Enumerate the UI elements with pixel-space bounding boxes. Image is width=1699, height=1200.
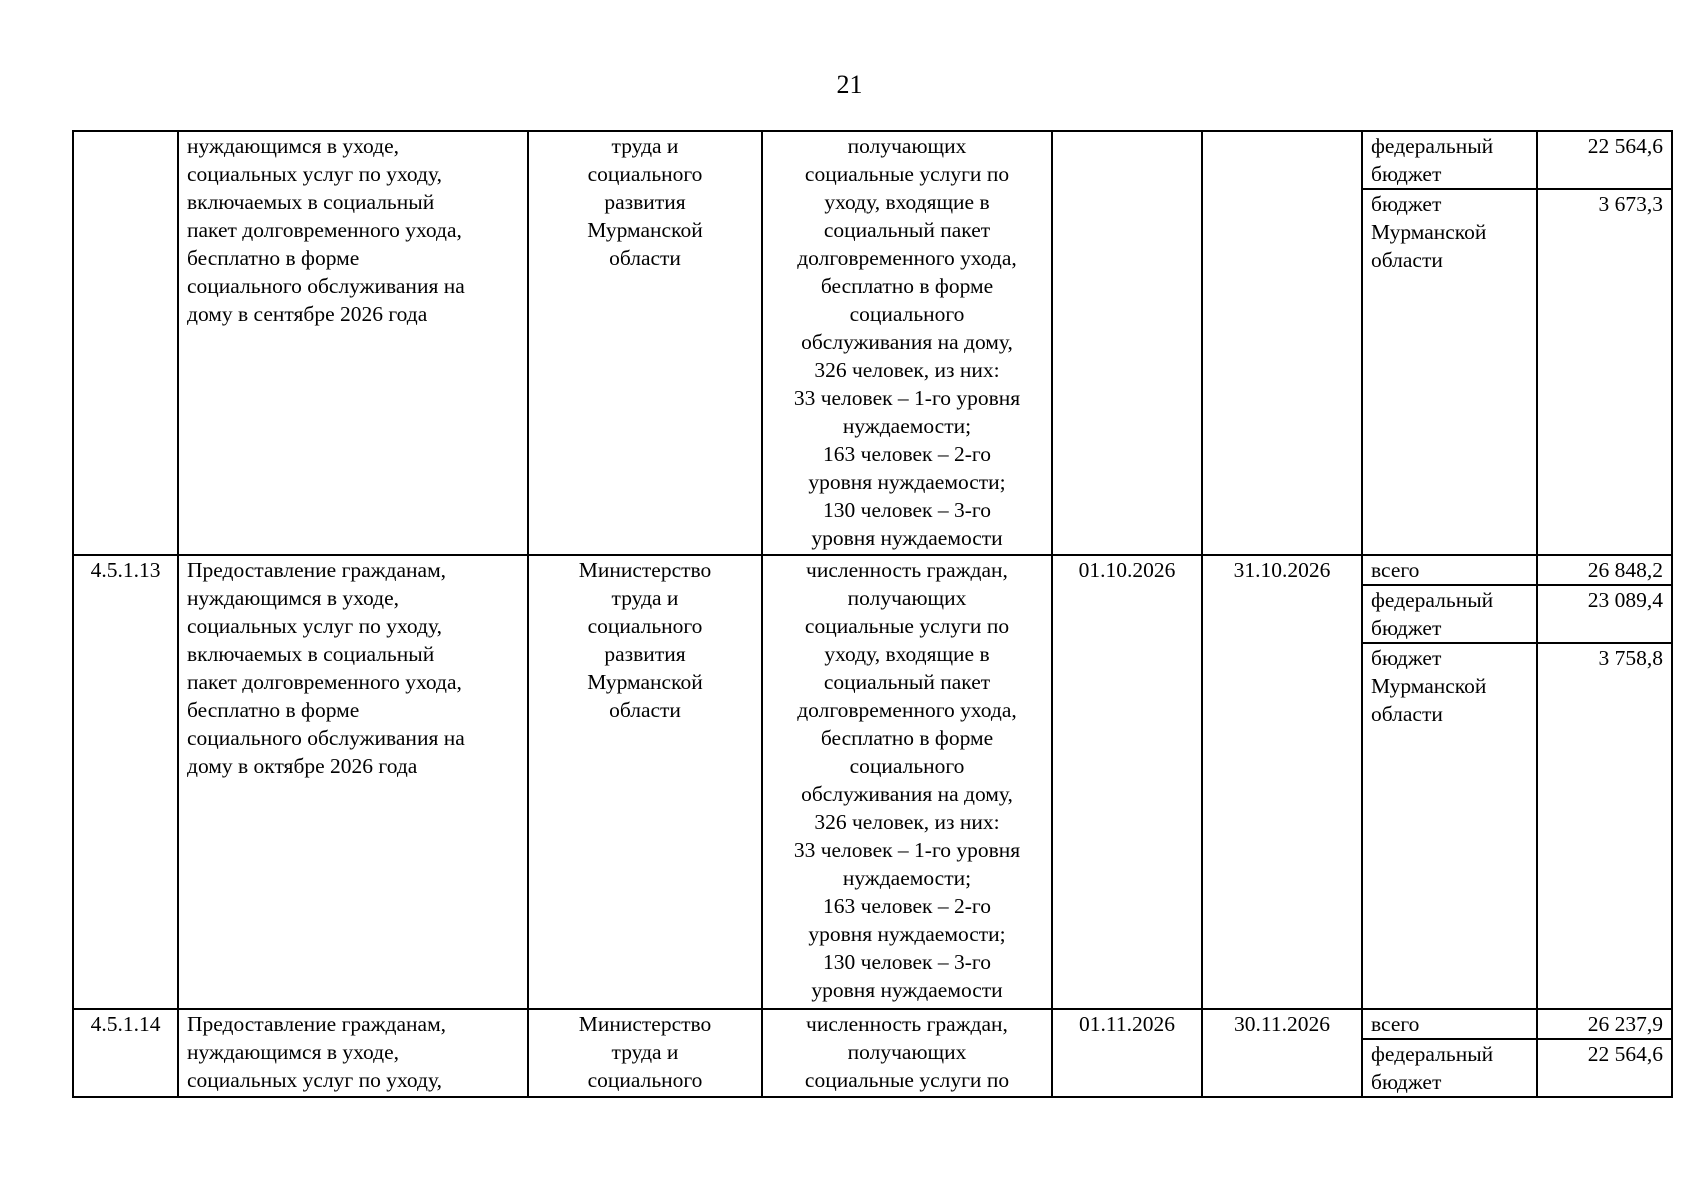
funding-source-cell: федеральный бюджет bbox=[1362, 131, 1537, 189]
indicator-cell: численность граждан, получающих социальные услуги по bbox=[762, 1009, 1052, 1097]
table-row bbox=[73, 555, 1672, 585]
start-date-cell: 01.11.2026 bbox=[1052, 1009, 1202, 1097]
funding-amount-cell: 23 089,4 bbox=[1537, 585, 1672, 643]
funding-source-cell: бюджет Мурманской области bbox=[1362, 189, 1537, 555]
table-row bbox=[73, 1009, 1672, 1039]
activity-name-cell: Предоставление гражданам, нуждающимся в уходе, социальных услуг по уходу, bbox=[178, 1009, 528, 1097]
funding-source-cell: бюджет Мурманской области bbox=[1362, 643, 1537, 1009]
indicator-cell: получающих социальные услуги по уходу, входящие в социальный пакет долговременного ухода, бесплатно в форме социального обслуживания на дому, 326 человек, из них: 33 человек – 1-го уровня нуждаемости; 163 человек – 2-го уровня нуждаемости; 130 человек – 3-го уровня нуждаемости bbox=[762, 131, 1052, 555]
executor-cell: труда и социального развития Мурманской области bbox=[528, 131, 762, 555]
page-number: 21 bbox=[836, 70, 863, 99]
funding-amount-cell: 22 564,6 bbox=[1537, 1039, 1672, 1097]
funding-amount-cell: 26 237,9 bbox=[1537, 1009, 1672, 1039]
indicator-cell: численность граждан, получающих социальные услуги по уходу, входящие в социальный пакет долговременного ухода, бесплатно в форме социального обслуживания на дому, 326 человек, из них: 33 человек – 1-го уровня нуждаемости; 163 человек – 2-го уровня нуждаемости; 130 человек – 3-го уровня нуждаемости bbox=[762, 555, 1052, 1009]
funding-source-cell: всего bbox=[1362, 555, 1537, 585]
item-number-cell bbox=[73, 131, 178, 555]
end-date-cell bbox=[1202, 131, 1362, 555]
end-date-cell: 30.11.2026 bbox=[1202, 1009, 1362, 1097]
item-number-cell: 4.5.1.13 bbox=[73, 555, 178, 1009]
start-date-cell: 01.10.2026 bbox=[1052, 555, 1202, 1009]
executor-cell: Министерство труда и социального развития Мурманской области bbox=[528, 555, 762, 1009]
funding-amount-cell: 26 848,2 bbox=[1537, 555, 1672, 585]
activity-name-cell: нуждающимся в уходе, социальных услуг по уходу, включаемых в социальный пакет долговременного ухода, бесплатно в форме социального обслуживания на дому в сентябре 2026 года bbox=[178, 131, 528, 555]
activities-table bbox=[72, 130, 1673, 1098]
funding-source-cell: федеральный бюджет bbox=[1362, 585, 1537, 643]
table-row bbox=[73, 131, 1672, 189]
funding-amount-cell: 3 758,8 bbox=[1537, 643, 1672, 1009]
funding-amount-cell: 22 564,6 bbox=[1537, 131, 1672, 189]
funding-amount-cell: 3 673,3 bbox=[1537, 189, 1672, 555]
executor-cell: Министерство труда и социального bbox=[528, 1009, 762, 1097]
item-number-cell: 4.5.1.14 bbox=[73, 1009, 178, 1097]
funding-source-cell: всего bbox=[1362, 1009, 1537, 1039]
funding-source-cell: федеральный бюджет bbox=[1362, 1039, 1537, 1097]
activity-name-cell: Предоставление гражданам, нуждающимся в уходе, социальных услуг по уходу, включаемых в социальный пакет долговременного ухода, бесплатно в форме социального обслуживания на дому в октябре 2026 года bbox=[178, 555, 528, 1009]
end-date-cell: 31.10.2026 bbox=[1202, 555, 1362, 1009]
start-date-cell bbox=[1052, 131, 1202, 555]
